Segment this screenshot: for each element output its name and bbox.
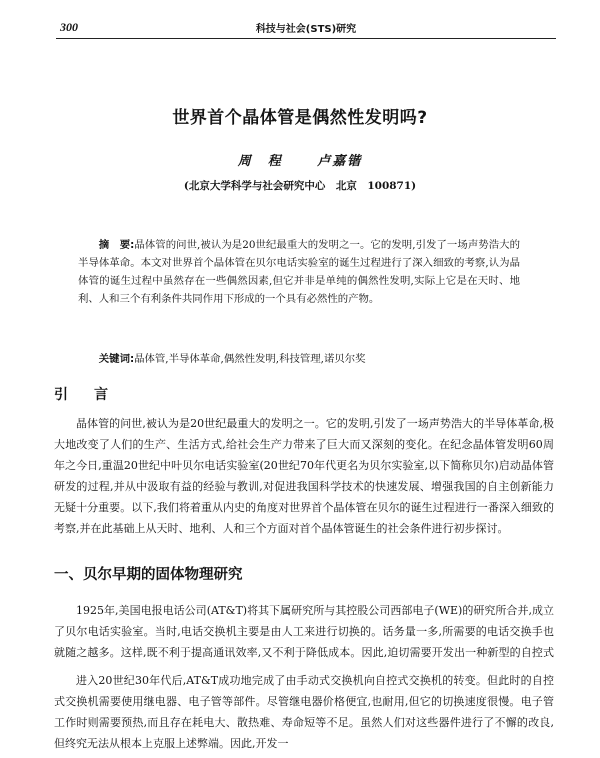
author-name: 周 程 bbox=[237, 154, 283, 169]
running-header bbox=[56, 18, 556, 39]
intro-paragraph: 晶体管的问世,被认为是20世纪最重大的发明之一。它的发明,引发了一场声势浩大的半导体革命,极大地改变了人们的生产、生活方式,给社会生产力带来了巨大而又深刻的变化。在纪念晶体管发明60周年之今日,重温20世纪中叶贝尔电话实验室(20世纪70年代更名为贝尔实验室,以下简称贝尔)启动晶体管研发的过程,并从中汲取有益的经验与教训,对促进我国科学技术的快速发展、增强我国的自主创新能力无疑十分重要。以下,我们将着重从内史的角度对世界首个晶体管在贝尔的诞生过程进行一番深入细致的考察,并在此基础上从天时、地利、人和三个方面对首个晶体管诞生的社会条件进行初步探讨。 bbox=[54, 417, 554, 535]
author-line bbox=[0, 150, 600, 169]
keywords-label: 关键词: bbox=[98, 353, 135, 365]
author-name: 卢嘉锴 bbox=[317, 154, 363, 169]
abstract-text: 晶体管的问世,被认为是20世纪最重大的发明之一。它的发明,引发了一场声势浩大的半导体革命。本文对世界首个晶体管在贝尔电话实验室的诞生过程进行了深入细致的考察,认为晶体管的诞生过程中虽然存在一些偶然因素,但它并非是单纯的偶然性发明,实际上它是在天时、地利、人和三个有利条件共同作用下形成的一个具有必然性的产物。 bbox=[78, 239, 521, 305]
journal-name: 科技与社会(STS)研究 bbox=[255, 24, 357, 35]
page-number: 300 bbox=[60, 20, 78, 34]
keywords bbox=[78, 350, 520, 365]
section-1-heading: 一、贝尔早期的固体物理研究 bbox=[54, 567, 243, 583]
article-title: 世界首个晶体管是偶然性发明吗? bbox=[172, 108, 428, 128]
section-1-paragraph-2: 进入20世纪30年代后,AT&T成功地完成了由手动式交换机向自控式交换机的转变。但此时的自控式交换机需要使用继电器、电子管等部件。尽管继电器价格便宜,也耐用,但它的切换速度很慢。电子管工作时则需要预热,而且存在耗电大、散热难、寿命短等不足。虽然人们对这些器件进行了不懈的改良,但终究无法从根本上克服上述弊端。因此,开发一 bbox=[54, 674, 554, 750]
abstract bbox=[78, 236, 520, 308]
section-1-paragraph-1: 1925年,美国电报电话公司(AT&T)将其下属研究所与其控股公司西部电子(WE)的研究所合并,成立了贝尔电话实验室。当时,电话交换机主要是由人工来进行切换的。话务量一多,所需要的电话交换手也就随之越多。这样,既不利于提高通讯效率,又不利于降低成本。因此,迫切需要开发出一种新型的自控式 bbox=[54, 604, 554, 659]
intro-heading: 引 言 bbox=[54, 387, 114, 403]
abstract-label: 摘 要: bbox=[98, 239, 135, 251]
author-affiliation: (北京大学科学与社会研究中心 北京 100871) bbox=[183, 180, 417, 192]
keywords-text: 晶体管,半导体革命,偶然性发明,科技管理,诺贝尔奖 bbox=[134, 353, 366, 365]
